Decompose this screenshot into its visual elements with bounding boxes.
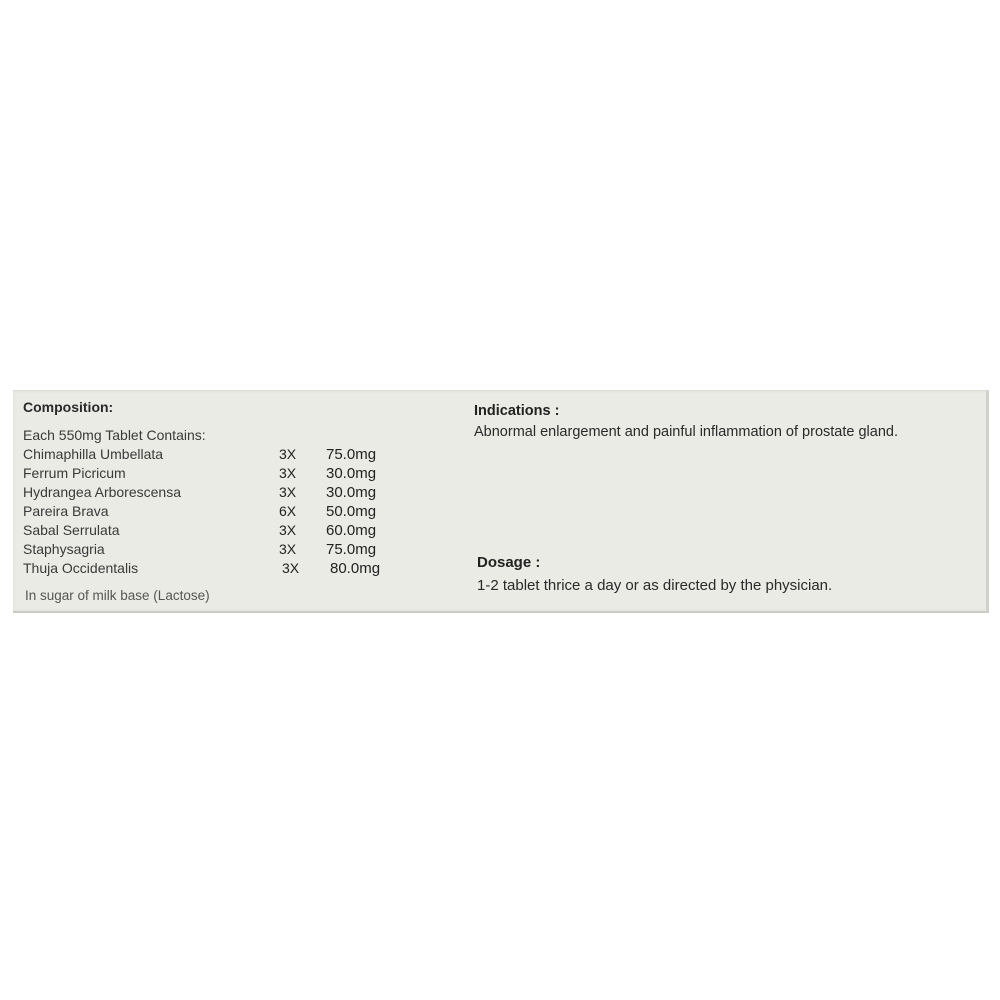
ingredient-name: Chimaphilla Umbellata bbox=[23, 446, 164, 462]
ingredient-potency: 6X bbox=[279, 503, 297, 519]
ingredient-name: Thuja Occidentalis bbox=[23, 560, 139, 576]
ingredient-quantity: 50.0mg bbox=[326, 503, 377, 520]
ingredient-potency: 3X bbox=[279, 541, 297, 557]
indications-text: Abnormal enlargement and painful inflammation of prostate gland. bbox=[474, 424, 898, 440]
ingredient-quantity: 30.0mg bbox=[326, 484, 377, 501]
composition-base-note: In sugar of milk base (Lactose) bbox=[25, 588, 210, 603]
ingredient-quantity: 75.0mg bbox=[326, 446, 377, 463]
ingredient-quantity: 80.0mg bbox=[330, 560, 381, 577]
ingredient-potency: 3X bbox=[279, 446, 297, 462]
indications-title: Indications : bbox=[474, 403, 560, 419]
ingredient-quantity: 75.0mg bbox=[326, 541, 377, 558]
ingredient-name: Pareira Brava bbox=[23, 503, 109, 519]
ingredient-list bbox=[23, 445, 403, 578]
ingredient-quantity: 60.0mg bbox=[326, 522, 377, 539]
ingredient-name: Sabal Serrulata bbox=[23, 522, 120, 538]
ingredient-potency: 3X bbox=[279, 484, 297, 500]
ingredient-row bbox=[23, 483, 403, 502]
ingredient-row bbox=[23, 464, 403, 483]
ingredient-row bbox=[23, 502, 403, 521]
dosage-text: 1-2 tablet thrice a day or as directed by the physician. bbox=[477, 577, 833, 594]
ingredient-row bbox=[23, 540, 403, 559]
dosage-title: Dosage : bbox=[477, 554, 541, 571]
ingredient-name: Hydrangea Arborescensa bbox=[23, 484, 181, 500]
ingredient-row bbox=[23, 445, 403, 464]
panel-edge bbox=[986, 391, 989, 611]
composition-subtitle: Each 550mg Tablet Contains: bbox=[23, 427, 206, 443]
ingredient-potency: 3X bbox=[282, 560, 300, 576]
ingredient-potency: 3X bbox=[279, 465, 297, 481]
ingredient-name: Ferrum Picricum bbox=[23, 465, 126, 481]
ingredient-row bbox=[23, 521, 403, 540]
ingredient-potency: 3X bbox=[279, 522, 297, 538]
label-panel bbox=[13, 390, 989, 613]
ingredient-quantity: 30.0mg bbox=[326, 465, 377, 482]
composition-title: Composition: bbox=[23, 399, 114, 415]
ingredient-row bbox=[23, 559, 403, 578]
ingredient-name: Staphysagria bbox=[23, 541, 105, 557]
